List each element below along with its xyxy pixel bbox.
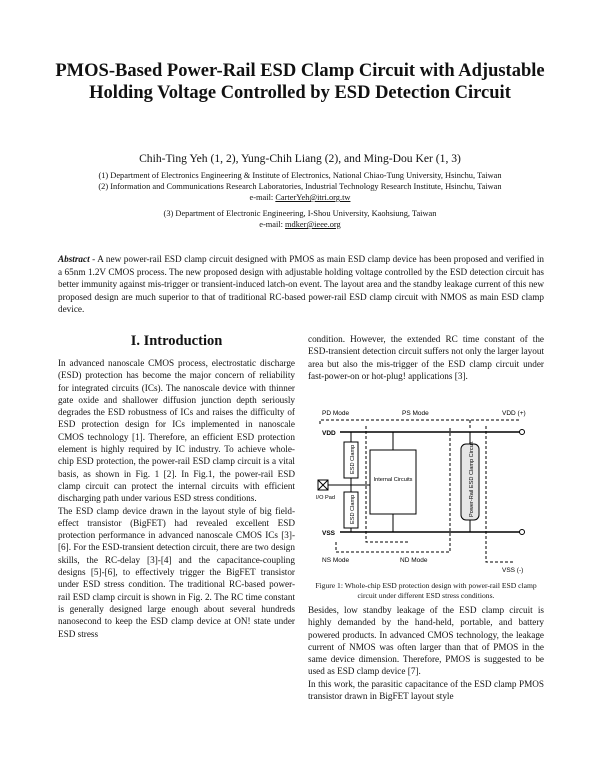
email-link-2[interactable]: mdker@ieee.org <box>285 220 341 229</box>
email-prefix: e-mail: <box>249 193 276 202</box>
right-column-top <box>308 333 544 382</box>
affiliation-1: (1) Department of Electronics Engineering & Institute of Electronics, National Chiao-Tung University, Hsinchu, Taiwan <box>98 171 502 180</box>
abstract-label: Abstract <box>58 254 90 264</box>
author-list: Chih-Ting Yeh (1, 2), Yung-Chih Liang (2), and Ming-Dou Ker (1, 3) <box>139 152 461 165</box>
power-rail-clamp-label: Power-Rail ESD Clamp Circuit <box>469 441 475 517</box>
abstract-text: - A new power-rail ESD clamp circuit designed with PMOS as main ESD clamp device has been proposed and verified in a 65nm 1.2V CMOS process. The new proposed design with adjustable holding voltage controlled by the ESD detection circuit has better immunity against mis-trigger or transient-induced latch-on event. The layout area and the standby leakage current of this new proposed design are much superior to that of traditional RC-based power-rail ESD clamp circuit with NMOS as main ESD clamp device. <box>58 254 544 314</box>
paper-title: PMOS-Based Power-Rail ESD Clamp Circuit with Adjustable Holding Voltage Controlled by ESD Detection Circuit <box>55 61 545 103</box>
pd-ps-path <box>320 420 520 424</box>
paragraph-5: In this work, the parasitic capacitance of the ESD clamp PMOS transistor drawn in BigFET layout style <box>308 678 544 702</box>
affiliation-email-1 <box>30 192 570 204</box>
ns-mode-label: NS Mode <box>322 557 350 564</box>
email-link-1[interactable]: CarterYeh@itri.org.tw <box>275 193 351 202</box>
figure-1-diagram <box>310 402 542 577</box>
esd-clamp-top-label: ESD Clamp <box>350 444 356 474</box>
ps-mode-label: PS Mode <box>402 410 429 417</box>
email-prefix: e-mail: <box>259 220 286 229</box>
paragraph-1: In advanced nanoscale CMOS process, electrostatic discharge (ESD) protection has become the major concern of reliability for integrated circuits (ICs). The nanoscale device with thinner gate oxide and shallower diffusion junction depth seriously degrades the ESD robustness of ICs and raises the difficulty of ESD protection design for ICs implemented in nanoscale CMOS technology [1]. Therefore, an efficient ESD protection element is highly required by IC industry. To achieve whole-chip ESD protection, the power-rail ESD clamp circuit is a vital basis, as shown in Fig. 1 [2]. In Fig.1, the power-rail ESD clamp circuit can protect the internal circuits with efficient discharging path under various ESD stress conditions. <box>58 358 295 504</box>
paragraph-4: Besides, low standby leakage of the ESD clamp circuit is highly demanded by the hand-held, portable, and battery powered products. In advanced CMOS technology, the leakage current of NMOS was often larger than that of PMOS in the same device dimension. Therefore, PMOS is suggested to be used as ESD clamp device [7]. <box>308 605 544 677</box>
paragraph-2: The ESD clamp device drawn in the layout style of big field-effect transistor (BigFET) had revealed excellent ESD protection performance in advanced nanoscale CMOS ICs [3]-[6]. For the ESD-transient detection circuit, there are two design skills, the RC-delay [3]-[4] and the capacitance-coupling designs [5]-[6], to effectively trigger the BigFET transistor under ESD stress condition. The traditional RC-based power-rail ESD clamp circuit is shown in Fig. 2. The RC time constant is generally designed large enough about several hundreds nanosecond to keep the ESD clamp device at ON! state under ESD stress <box>58 505 295 639</box>
esd-clamp-bottom-label: ESD Clamp <box>350 494 356 524</box>
abstract <box>58 253 544 316</box>
paragraph-3: condition. However, the extended RC time constant of the ESD-transient detection circuit suffers not only the larger layout area but also the mis-trigger of the ESD clamp circuit under fast-power-on or hot-plug! applications [3]. <box>308 334 544 381</box>
pd-mode-label: PD Mode <box>322 410 350 417</box>
left-column <box>58 357 295 640</box>
vdd-terminal <box>520 430 525 435</box>
vss-label: VSS <box>322 530 336 537</box>
figure-1-caption: Figure 1: Whole-chip ESD protection design with power-rail ESD clamp circuit under different ESD stress conditions. <box>315 581 537 600</box>
io-pad-label: I/O Pad <box>316 495 335 501</box>
affiliation-3: (3) Department of Electronic Engineering, I-Shou University, Kaohsiung, Taiwan <box>163 209 437 218</box>
internal-circuits-label: Internal Circuits <box>373 477 413 483</box>
vdd-label: VDD <box>322 430 336 437</box>
affiliation-email-2 <box>30 219 570 231</box>
vdd-plus-label: VDD (+) <box>502 410 526 417</box>
vss-terminal <box>520 530 525 535</box>
section-heading: I. Introduction <box>130 333 223 349</box>
ps-path <box>486 426 515 562</box>
right-column-bottom <box>308 604 544 702</box>
vss-minus-label: VSS (-) <box>502 567 524 574</box>
nd-mode-label: ND Mode <box>400 557 428 564</box>
affiliation-2: (2) Information and Communications Research Laboratories, Industrial Technology Research Institute, Hsinchu, Taiwan <box>98 182 502 191</box>
